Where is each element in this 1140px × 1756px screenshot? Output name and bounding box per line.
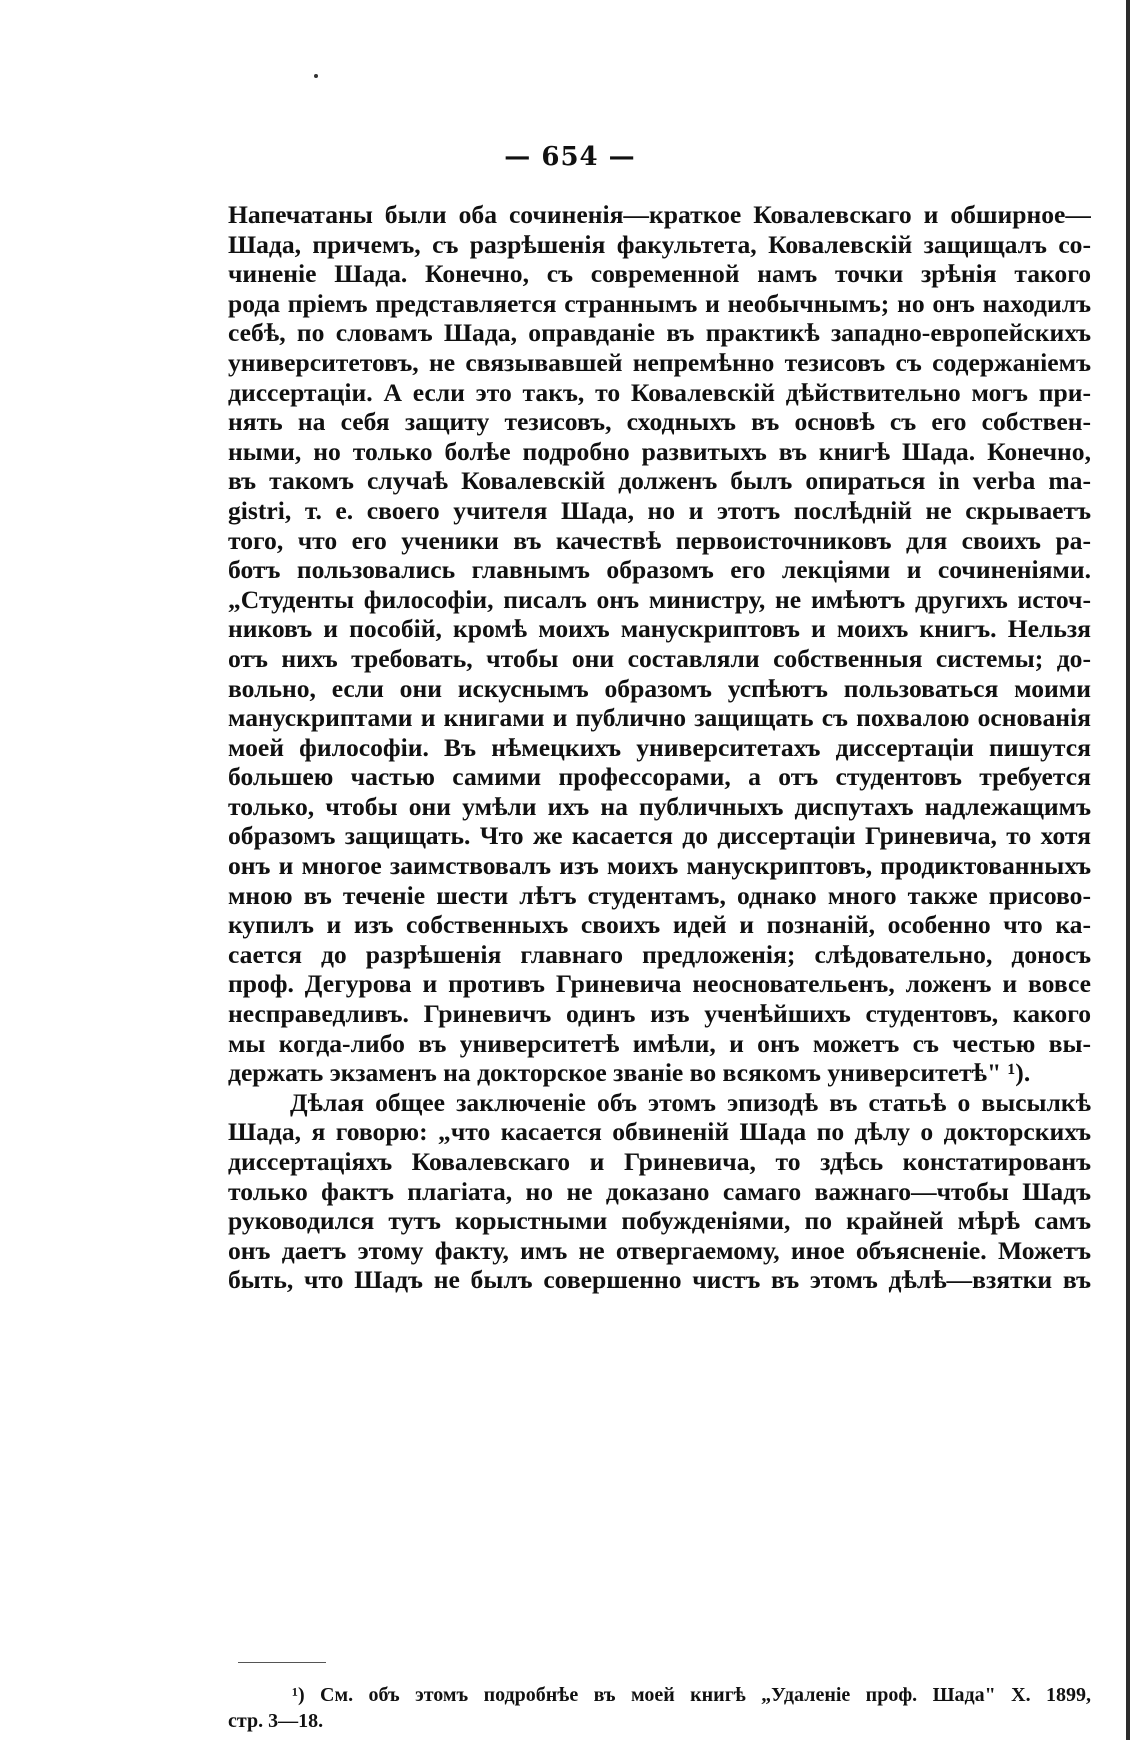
- text-line: „Студенты философіи, писалъ онъ министру, не имѣютъ другихъ источ-: [228, 584, 1091, 614]
- text-line: несправедливъ. Гриневичъ одинъ изъ ученѣйшихъ студентовъ, какого: [228, 999, 1091, 1029]
- text-line: Шада, причемъ, съ разрѣшенія факультета, Ковалевскій защищалъ со-: [228, 229, 1091, 259]
- text-line: манускриптами и книгами и публично защищать съ похвалою основанія: [228, 703, 1091, 733]
- text-line: ными, но только болѣе подробно развитыхъ въ книгѣ Шада. Конечно,: [228, 436, 1091, 466]
- text-line: никовъ и пособій, кромѣ моихъ манускриптовъ и моихъ книгъ. Нельзя: [228, 614, 1091, 644]
- text-line: держать экзаменъ на докторское званіе во всякомъ университетѣ" ¹).: [228, 1058, 1031, 1088]
- text-line: руководился тутъ корыстными побужденіями, по крайней мѣрѣ самъ: [228, 1206, 1091, 1236]
- page-number: — 654 —: [504, 142, 636, 172]
- text-line: мы когда-либо въ университетѣ имѣли, и онъ можетъ съ честью вы-: [228, 1028, 1091, 1058]
- text-line: диссертаціяхъ Ковалевскаго и Гриневича, то здѣсь констатированъ: [228, 1147, 1091, 1176]
- footnote-line: ¹) См. объ этомъ подробнѣе въ моей книгѣ „Удаленіе проф. Шада" X. 1899,: [292, 1684, 1091, 1706]
- footnote-line: стр. 3—18.: [228, 1710, 324, 1732]
- text-line: университетовъ, не связывавшей непремѣнно тезисовъ съ содержаніемъ: [228, 347, 1091, 377]
- text-line: gistri, т. е. своего учителя Шада, но и этотъ послѣдній не скрываетъ: [228, 495, 1091, 525]
- text-line: того, что его ученики въ качествѣ первоисточниковъ для своихъ ра-: [228, 525, 1091, 555]
- paragraph-start-line: Дѣлая общее заключеніе объ этомъ эпизодѣ въ статьѣ о высылкѣ: [290, 1087, 1091, 1117]
- text-line: купилъ и изъ собственныхъ своихъ идей и познаній, особенно что ка-: [228, 910, 1091, 940]
- text-line: чиненіе Шада. Конечно, съ современной намъ точки зрѣнія такого: [228, 259, 1091, 289]
- scan-speck: [314, 74, 318, 78]
- text-line: только, чтобы они умѣли ихъ на публичныхъ диспутахъ надлежащимъ: [228, 791, 1091, 821]
- text-line: ботъ пользовались главнымъ образомъ его лекціями и сочиненіями.: [228, 555, 1091, 585]
- scan-edge-line: [1126, 0, 1130, 1740]
- text-line: диссертаціи. А если это такъ, то Ковалевскій дѣйствительно могъ при-: [228, 377, 1091, 407]
- text-line: онъ даетъ этому факту, имъ не отвергаемому, иное объясненіе. Можетъ: [228, 1235, 1091, 1265]
- text-line: вольно, если они искуснымъ образомъ успѣютъ пользоваться моими: [228, 673, 1091, 703]
- text-line: отъ нихъ требовать, чтобы они составляли собственныя системы; до-: [228, 643, 1091, 673]
- text-line: мною въ теченіе шести лѣтъ студентамъ, однако много также присово-: [228, 880, 1091, 910]
- footnote: [228, 1682, 1091, 1734]
- text-line: въ такомъ случаѣ Ковалевскій долженъ былъ опираться in verba ma-: [228, 466, 1091, 496]
- text-line: быть, что Шадъ не былъ совершенно чистъ въ этомъ дѣлѣ—взятки въ: [228, 1265, 1091, 1295]
- body-text: [228, 200, 1091, 1295]
- footnote-separator: [238, 1662, 326, 1663]
- text-line: большею частью самими профессорами, а отъ студентовъ требуется: [228, 762, 1091, 792]
- text-line: рода пріемъ представляется страннымъ и необычнымъ; но онъ находилъ: [228, 288, 1091, 318]
- text-line: нять на себя защиту тезисовъ, сходныхъ въ основѣ съ его собствен-: [228, 407, 1091, 437]
- text-line: Шада, я говорю: „что касается обвиненій Шада по дѣлу о докторскихъ: [228, 1117, 1091, 1147]
- text-line: только фактъ плагіата, но не доказано самаго важнаго—чтобы Шадъ: [228, 1176, 1091, 1206]
- text-line: себѣ, по словамъ Шада, оправданіе въ практикѣ западно-европейскихъ: [228, 318, 1091, 348]
- text-line: образомъ защищать. Что же касается до диссертаціи Гриневича, то хотя: [228, 821, 1091, 851]
- text-line: проф. Дегурова и противъ Гриневича неосновательенъ, ложенъ и вовсе: [228, 969, 1091, 999]
- text-line: Напечатаны были оба сочиненія—краткое Ковалевскаго и обширное—: [228, 200, 1091, 229]
- text-line: моей философіи. Въ нѣмецкихъ университетахъ диссертаціи пишутся: [228, 732, 1091, 762]
- text-line: сается до разрѣшенія главнаго предложенія; слѣдовательно, доносъ: [228, 939, 1091, 969]
- text-line: онъ и многое заимствовалъ изъ моихъ манускриптовъ, продиктованныхъ: [228, 851, 1091, 881]
